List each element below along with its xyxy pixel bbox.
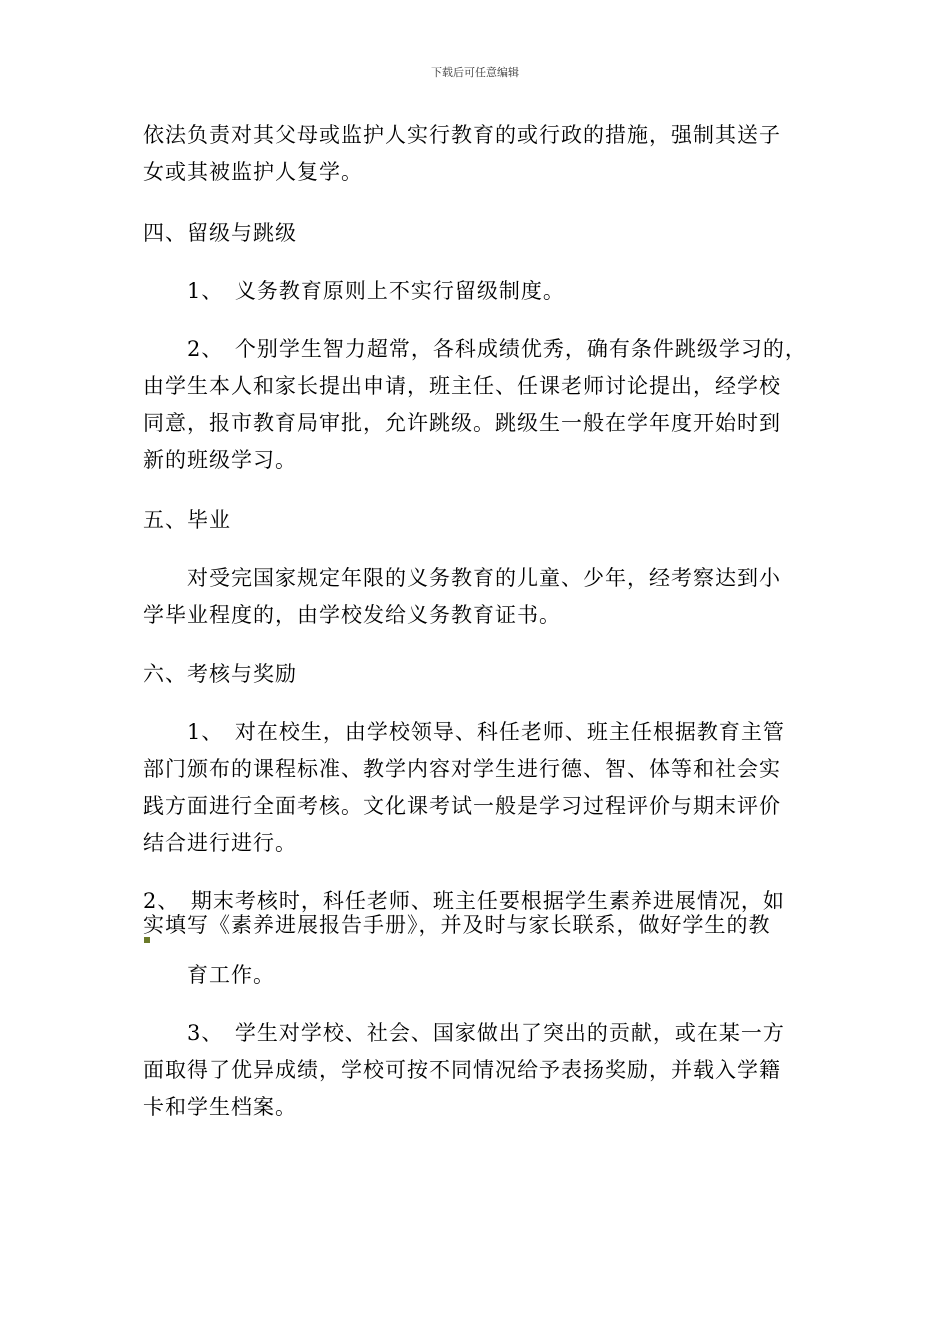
paragraph-continuation xyxy=(143,117,803,191)
text-line: 学毕业程度的，由学校发给义务教育证书。 xyxy=(143,603,561,627)
section-heading-graduation xyxy=(143,502,803,539)
edit-mark-icon xyxy=(144,937,150,943)
text-line: 依法负责对其父母或监护人实行教育的或行政的措施，强制其送子 xyxy=(143,123,781,147)
heading-text: 六、考核与奖励 xyxy=(143,662,297,686)
text-line xyxy=(143,913,803,943)
paragraph-graduation xyxy=(143,560,803,634)
section-heading-retention xyxy=(143,215,803,252)
text-line: 由学生本人和家长提出申请，班主任、任课老师讨论提出，经学校 xyxy=(143,374,781,398)
text-line: 对受完国家规定年限的义务教育的儿童、少年，经考察达到小 xyxy=(143,566,781,590)
text-line: 同意，报市教育局审批，允许跳级。跳级生一般在学年度开始时到 xyxy=(143,411,781,435)
text-line: 2、 个别学生智力超常，各科成绩优秀，确有条件跳级学习的， xyxy=(143,337,807,361)
text-line: 2、 期末考核时，科任老师、班主任要根据学生素养进展情况，如 xyxy=(143,889,785,913)
text-line: 1、 对在校生，由学校领导、科任老师、班主任根据教育主管 xyxy=(143,720,785,744)
text-line: 结合进行进行。 xyxy=(143,831,297,855)
text-line: 卡和学生档案。 xyxy=(143,1095,297,1119)
text-line: 1、 义务教育原则上不实行留级制度。 xyxy=(143,279,565,303)
list-item-assessment-2 xyxy=(143,889,803,943)
text-line-content: 实填写《素养进展报告手册》，并及时与家长联系，做好学生的教 xyxy=(143,913,771,937)
list-item-2 xyxy=(143,331,807,479)
text-line: 面取得了优异成绩，学校可按不同情况给予表扬奖励，并载入学籍 xyxy=(143,1058,781,1082)
paragraph-continuation-education xyxy=(143,957,803,994)
text-line: 女或其被监护人复学。 xyxy=(143,160,363,184)
text-line: 部门颁布的课程标准、教学内容对学生进行德、智、体等和社会实 xyxy=(143,757,781,781)
text-line: 新的班级学习。 xyxy=(143,448,297,472)
text-line: 育工作。 xyxy=(143,963,275,987)
list-item-assessment-1 xyxy=(143,714,803,862)
page-header: 下载后可任意编辑 xyxy=(431,66,519,79)
text-line: 3、 学生对学校、社会、国家做出了突出的贡献，或在某一方 xyxy=(143,1021,785,1045)
list-item-assessment-3 xyxy=(143,1015,803,1126)
section-heading-assessment xyxy=(143,656,803,693)
text-line: 践方面进行全面考核。文化课考试一般是学习过程评价与期末评价 xyxy=(143,794,781,818)
heading-text: 五、毕业 xyxy=(143,508,231,532)
list-item-1 xyxy=(143,273,803,310)
heading-text: 四、留级与跳级 xyxy=(143,221,297,245)
